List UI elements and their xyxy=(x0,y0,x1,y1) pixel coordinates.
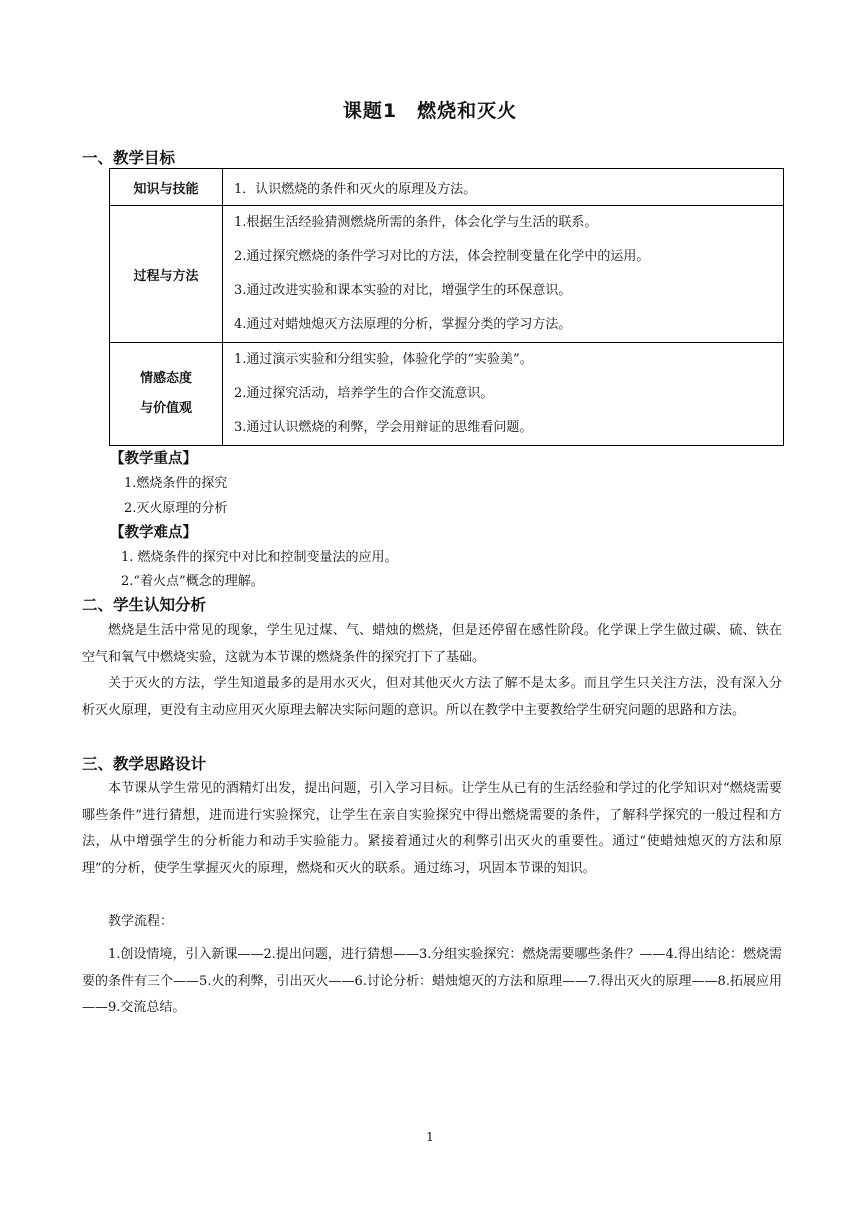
key-point-item: 1.燃烧条件的探究 xyxy=(124,476,228,491)
objective-item: 1.根据生活经验猜测燃烧所需的条件，体会化学与生活的联系。 xyxy=(234,215,598,230)
section-heading-objectives: 一、教学目标 xyxy=(82,149,176,167)
paragraph: 燃烧是生活中常见的现象，学生见过煤、气、蜡烛的燃烧，但是还停留在感性阶段。化学课上学生做过碳、硫、铁在空气和氧气中燃烧实验，这就为本节课的燃烧条件的探究打下了基础。 xyxy=(82,623,782,665)
paragraph: 关于灭火的方法，学生知道最多的是用水灭火，但对其他灭火方法了解不是太多。而且学生只关注方法，没有深入分析灭火原理，更没有主动应用灭火原理去解决实际问题的意识。所以在教学中主要教给学生研究问题的思路和方法。 xyxy=(82,676,782,718)
paragraph: 教学流程： xyxy=(108,914,174,929)
objective-item: 3.通过改进实验和课本实验的对比，增强学生的环保意识。 xyxy=(234,283,572,298)
row-label-line: 与价值观 xyxy=(139,401,192,416)
objective-item: 3.通过认识燃烧的利弊，学会用辩证的思维看问题。 xyxy=(234,420,533,435)
section-heading-cognition: 二、学生认知分析 xyxy=(82,596,207,614)
row-content-knowledge xyxy=(223,169,784,206)
row-label-attitude xyxy=(110,343,223,446)
difficult-points-heading: 【教学难点】 xyxy=(110,525,197,541)
document-title: 课题1 燃烧和灭火 xyxy=(342,100,518,122)
row-label-line: 情感态度 xyxy=(139,371,192,386)
paragraph: 1.创设情境，引入新课——2.提出问题，进行猜想——3.分组实验探究：燃烧需要哪些条件？——4.得出结论：燃烧需要的条件有三个——5.火的利弊，引出灭火——6.讨论分析：蜡烛熄灭的方法和原理——7.得出灭火的原理——8.拓展应用——9.交流总结。 xyxy=(82,947,782,1015)
row-content-process xyxy=(223,206,784,343)
row-label-process: 过程与方法 xyxy=(110,206,223,343)
objective-item: 4.通过对蜡烛熄灭方法原理的分析，掌握分类的学习方法。 xyxy=(234,317,572,332)
difficult-point-item: 1. 燃烧条件的探究中对比和控制变量法的应用。 xyxy=(121,550,398,565)
table-row xyxy=(110,206,784,343)
key-points-heading: 【教学重点】 xyxy=(110,451,197,467)
objective-item: 2.通过探究活动，培养学生的合作交流意识。 xyxy=(234,386,494,401)
objectives-table xyxy=(109,168,784,446)
page-number: 1 xyxy=(426,1130,434,1144)
table-row xyxy=(110,343,784,446)
row-content-attitude xyxy=(223,343,784,446)
row-label-knowledge: 知识与技能 xyxy=(110,169,223,206)
paragraph: 本节课从学生常见的酒精灯出发，提出问题，引入学习目标。让学生从已有的生活经验和学过的化学知识对“燃烧需要哪些条件”进行猜想，进而进行实验探究，让学生在亲自实验探究中得出燃烧需要的条件，了解科学探究的一般过程和方法，从中增强学生的分析能力和动手实验能力。紧接着通过火的利弊引出灭火的重要性。通过“使蜡烛熄灭的方法和原理”的分析，使学生掌握灭火的原理，燃烧和灭火的联系。通过练习，巩固本节课的知识。 xyxy=(82,781,782,876)
key-point-item: 2.灭火原理的分析 xyxy=(124,501,228,516)
objective-item: 1.通过演示实验和分组实验，体验化学的“实验美”。 xyxy=(234,352,533,367)
table-row xyxy=(110,169,784,206)
difficult-point-item: 2.“着火点”概念的理解。 xyxy=(121,574,264,589)
objective-item: 2.通过探究燃烧的条件学习对比的方法，体会控制变量在化学中的运用。 xyxy=(234,249,650,264)
section-heading-design: 三、教学思路设计 xyxy=(82,755,207,773)
objective-item: 1．认识燃烧的条件和灭火的原理及方法。 xyxy=(234,181,477,197)
